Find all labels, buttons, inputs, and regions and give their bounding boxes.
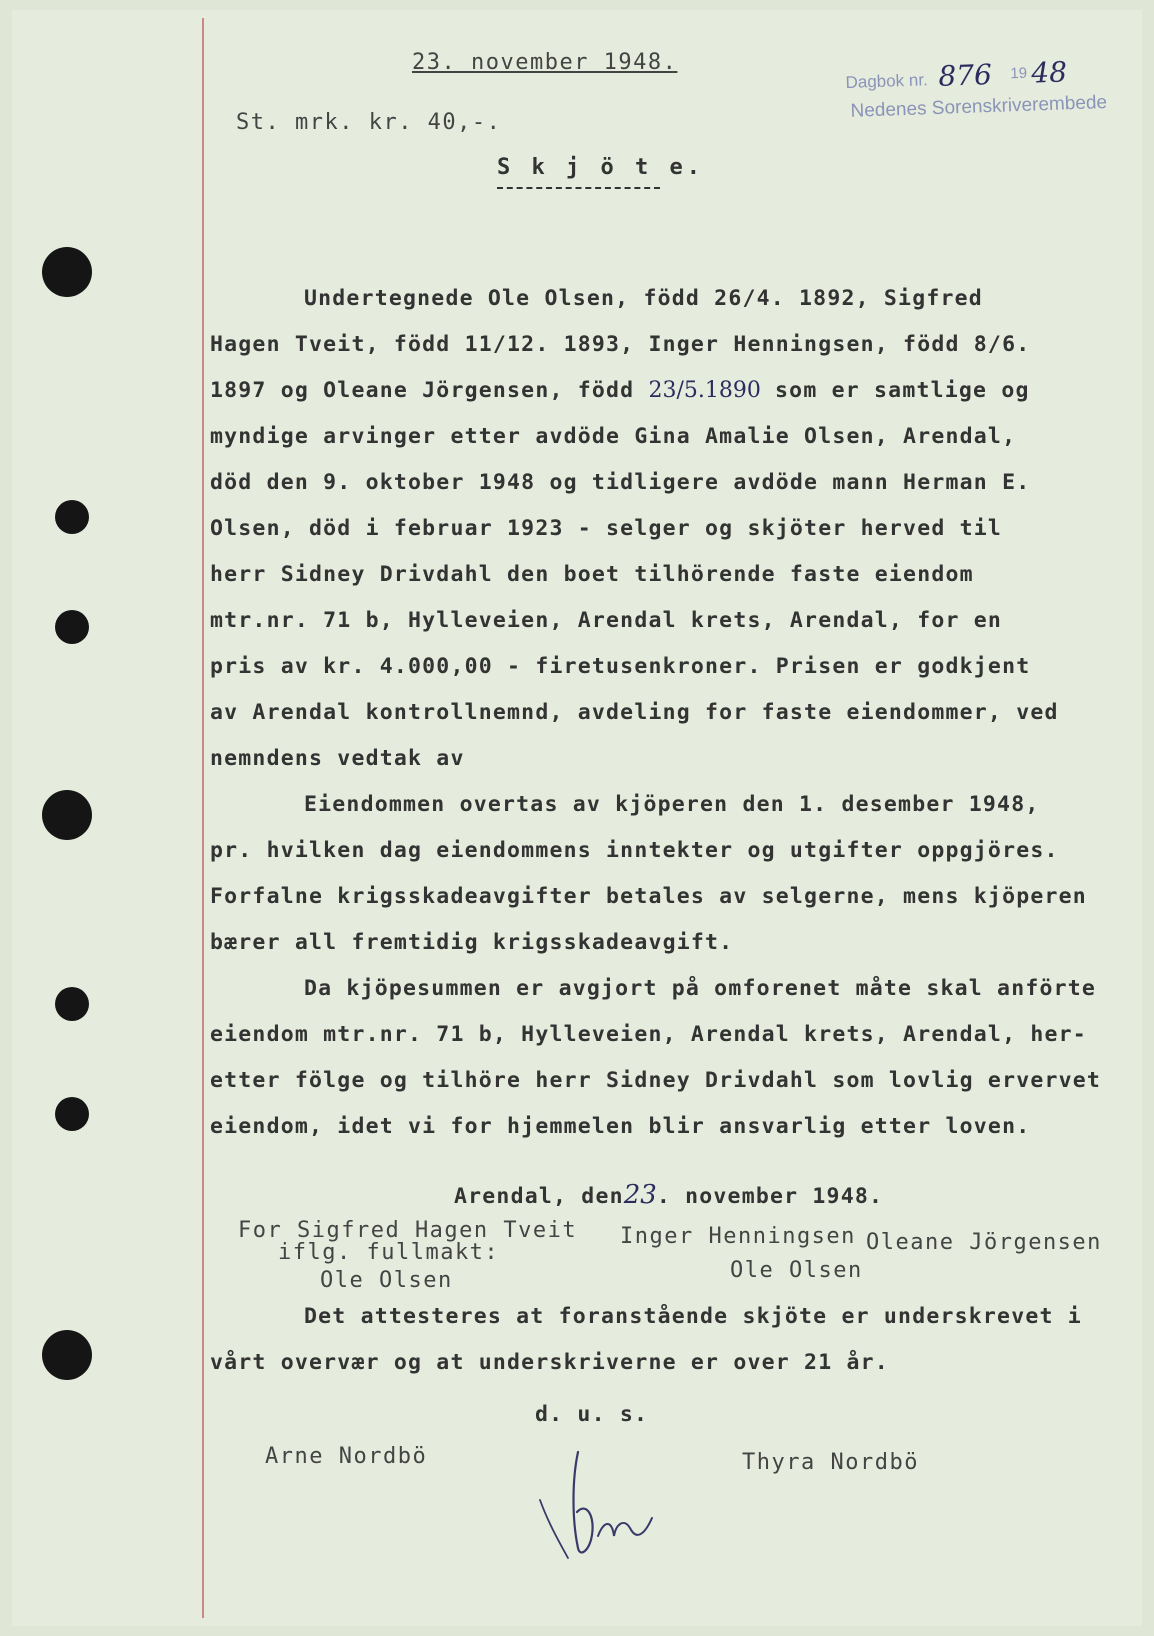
handwritten-birthdate: 23/5.1890: [648, 378, 761, 403]
body-line: [210, 378, 1030, 403]
body-text: som er samtlige og: [775, 378, 1030, 403]
stamp-number: 876: [937, 57, 993, 93]
body-text: 1897 og Oleane Jörgensen, född: [210, 378, 635, 403]
handwritten-day: 23: [623, 1180, 657, 1210]
binder-hole-3: [55, 610, 89, 644]
handwritten-initials: [520, 1440, 700, 1570]
body-line: eiendom, idet vi for hjemmelen blir ansvarlig etter loven.: [210, 1114, 1031, 1139]
witness-1: Arne Nordbö: [265, 1444, 428, 1469]
stamp-office: Nedenes Sorenskriverembede: [850, 91, 1108, 122]
body-line: herr Sidney Drivdahl den boet tilhörende faste eiendom: [210, 562, 974, 587]
body-line: mtr.nr. 71 b, Hylleveien, Arendal krets, Arendal, for en: [210, 608, 1003, 633]
binder-hole-7: [42, 1330, 92, 1380]
binder-hole-4: [42, 790, 92, 840]
closing-place: Arendal, den: [454, 1184, 624, 1209]
red-margin-line: [202, 18, 204, 1618]
attestation-line-2: vårt overvær og at underskriverne er over 21 år.: [210, 1350, 889, 1375]
body-line: Eiendommen overtas av kjöperen den 1. desember 1948,: [304, 792, 1040, 817]
body-line: etter fölge og tilhöre herr Sidney Drivdahl som lovlig ervervet: [210, 1068, 1102, 1093]
witness-2: Thyra Nordbö: [742, 1450, 919, 1475]
signature-1-line-1: For Sigfred Hagen Tveit: [238, 1218, 578, 1243]
body-line: Hagen Tveit, född 11/12. 1893, Inger Henningsen, född 8/6.: [210, 332, 1031, 357]
body-line: Undertegnede Ole Olsen, född 26/4. 1892, Sigfred: [304, 286, 983, 311]
body-line: Olsen, död i februar 1923 - selger og skjöter herved til: [210, 516, 1003, 541]
binder-hole-2: [55, 500, 89, 534]
closing-month-year: . november 1948.: [656, 1184, 884, 1209]
stamp-year: 48: [1030, 55, 1068, 90]
body-line: nemndens vedtak av: [210, 746, 465, 771]
body-line: av Arendal kontrollnemnd, avdeling for faste eiendommer, ved: [210, 700, 1059, 725]
binder-hole-5: [55, 987, 89, 1021]
signature-1-line-2: iflg. fullmakt:: [278, 1240, 500, 1265]
signature-3-line-1: Oleane Jörgensen: [866, 1230, 1102, 1255]
registry-stamp: [845, 53, 1137, 133]
body-line: död den 9. oktober 1948 og tidligere avdöde mann Herman E.: [210, 470, 1031, 495]
closing-place-date: [454, 1180, 883, 1210]
binder-hole-1: [42, 247, 92, 297]
stamp-duty: St. mrk. kr. 40,-.: [236, 110, 502, 135]
title-underline: [497, 187, 660, 189]
document-title: S k j ö t e.: [497, 155, 704, 180]
stamp-label: Dagbok nr.: [845, 70, 929, 93]
signature-2-line-2: Ole Olsen: [730, 1258, 863, 1283]
stamp-year-prefix: 19: [1010, 64, 1028, 83]
signature-1-line-3: Ole Olsen: [320, 1268, 453, 1293]
body-line: pr. hvilken dag eiendommens inntekter og utgifter oppgjöres.: [210, 838, 1059, 863]
document-date: 23. november 1948.: [412, 50, 678, 75]
body-line: pris av kr. 4.000,00 - firetusenkroner. Prisen er godkjent: [210, 654, 1031, 679]
attestation-dus: d. u. s.: [535, 1402, 649, 1427]
body-line: myndige arvinger etter avdöde Gina Amalie Olsen, Arendal,: [210, 424, 1017, 449]
body-line: Forfalne krigsskadeavgifter betales av selgerne, mens kjöperen: [210, 884, 1087, 909]
binder-hole-6: [55, 1097, 89, 1131]
body-line: Da kjöpesummen er avgjort på omforenet måte skal anförte: [304, 976, 1097, 1001]
body-line: eiendom mtr.nr. 71 b, Hylleveien, Arendal krets, Arendal, her-: [210, 1022, 1087, 1047]
body-line: bærer all fremtidig krigsskadeavgift.: [210, 930, 734, 955]
document-page: [12, 10, 1142, 1626]
signature-2-line-1: Inger Henningsen: [620, 1224, 856, 1249]
attestation-line-1: Det attesteres at foranstående skjöte er underskrevet i: [304, 1304, 1082, 1329]
